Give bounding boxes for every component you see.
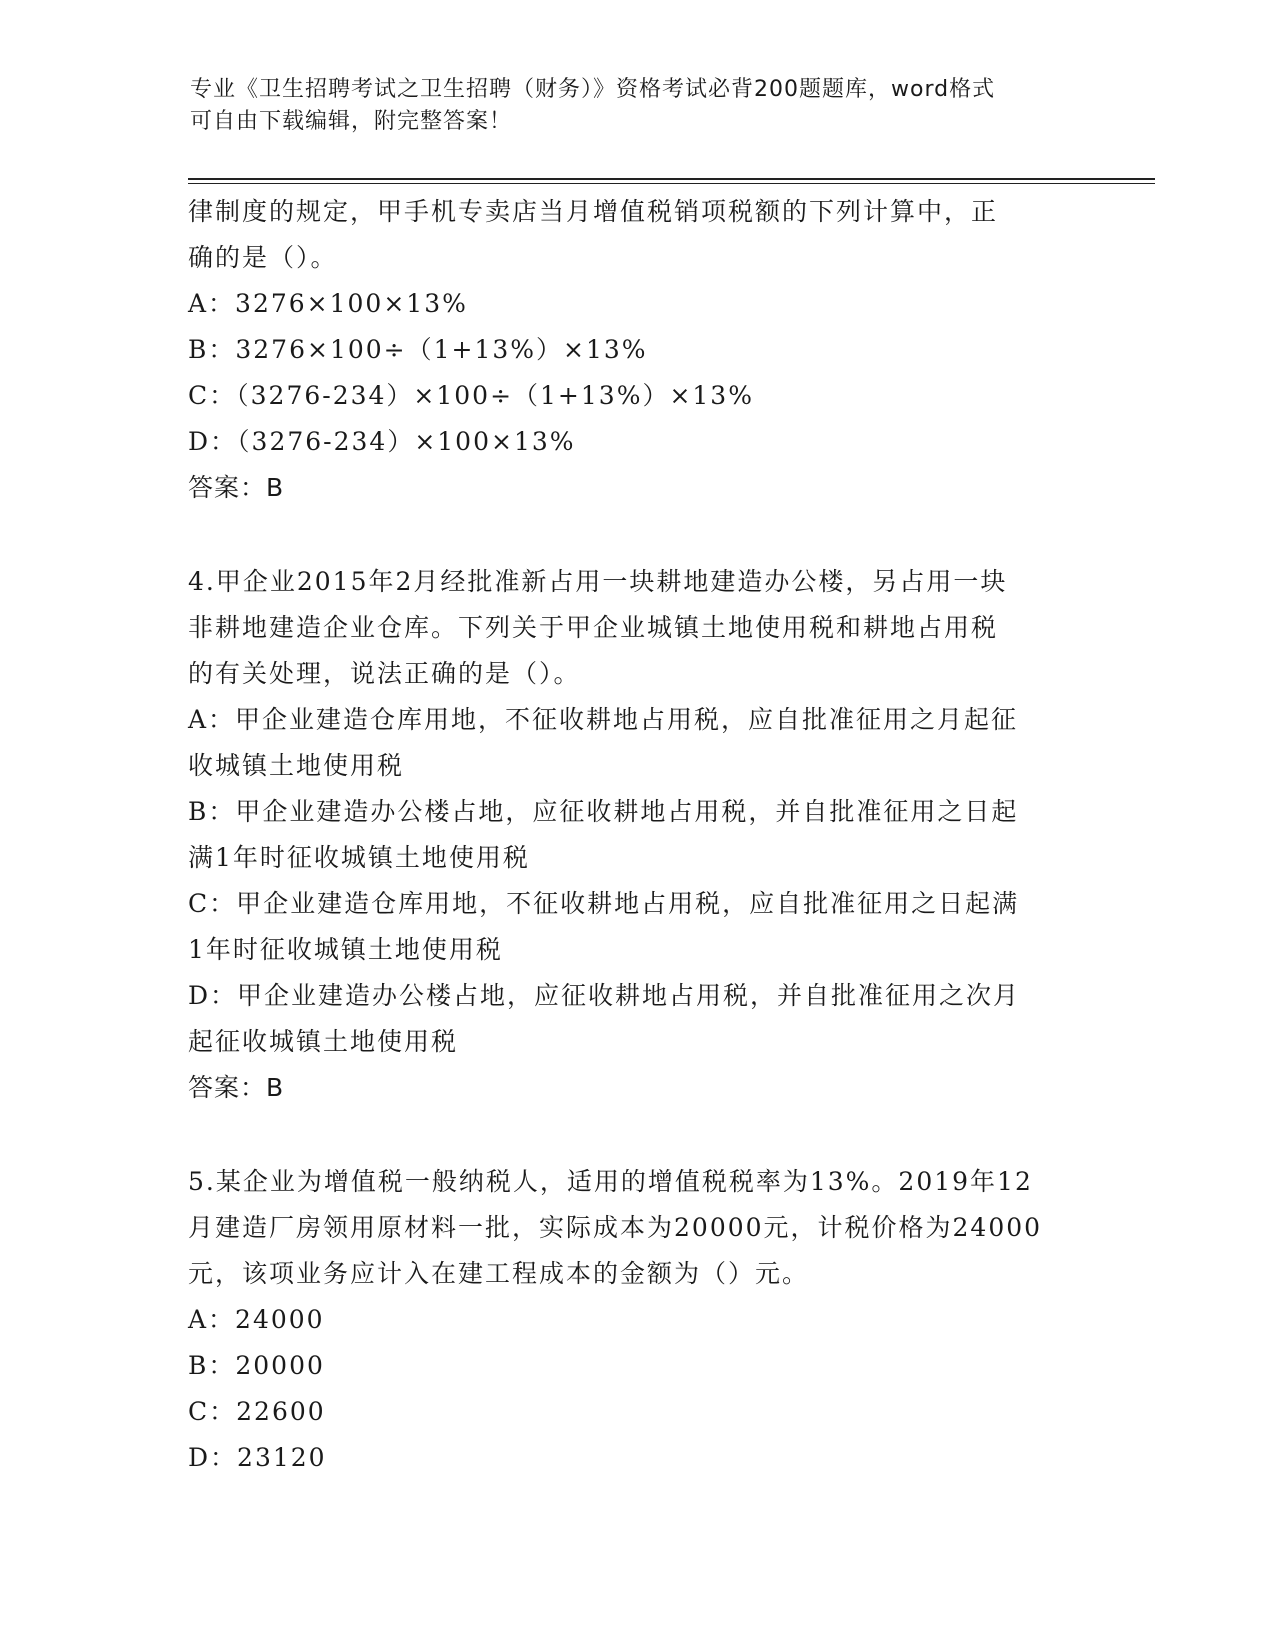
header-rule-thick — [188, 178, 1155, 180]
question-5 — [188, 1159, 1088, 1481]
option-c: C：甲企业建造仓库用地，不征收耕地占用税，应自批准征用之日起满 — [188, 889, 1020, 918]
question-stem-line: 确的是（）。 — [188, 243, 338, 272]
option-c: C：（3276-234）×100÷（1+13%）×13% — [188, 381, 754, 410]
spacer — [188, 1111, 1088, 1157]
document-body — [188, 189, 1088, 1481]
question-stem-line: 元，该项业务应计入在建工程成本的金额为（）元。 — [188, 1259, 810, 1288]
question-4 — [188, 559, 1088, 1111]
question-3 — [188, 189, 1088, 511]
header-rule-thin — [188, 183, 1155, 184]
option-a-continued: 收城镇土地使用税 — [188, 751, 405, 780]
answer-line: 答案：B — [188, 1073, 285, 1102]
option-d: D：甲企业建造办公楼占地，应征收耕地占用税，并自批准征用之次月 — [188, 981, 1021, 1010]
option-a: A：24000 — [188, 1305, 325, 1334]
document-header — [190, 74, 1070, 138]
option-c: C：22600 — [188, 1397, 326, 1426]
option-c-continued: 1年时征收城镇土地使用税 — [188, 935, 503, 964]
option-a: A：3276×100×13% — [188, 289, 468, 318]
header-line-2: 可自由下载编辑，附完整答案！ — [190, 109, 513, 134]
option-b: B：3276×100÷（1+13%）×13% — [188, 335, 648, 364]
option-a: A：甲企业建造仓库用地，不征收耕地占用税，应自批准征用之月起征 — [188, 705, 1019, 734]
header-line-1: 专业《卫生招聘考试之卫生招聘（财务）》资格考试必背200题题库，word格式 — [190, 77, 996, 102]
option-d-continued: 起征收城镇土地使用税 — [188, 1027, 459, 1056]
answer-line: 答案：B — [188, 473, 285, 502]
option-b-continued: 满1年时征收城镇土地使用税 — [188, 843, 530, 872]
question-stem-line: 非耕地建造企业仓库。下列关于甲企业城镇土地使用税和耕地占用税 — [188, 613, 999, 642]
option-b: B：甲企业建造办公楼占地，应征收耕地占用税，并自批准征用之日起 — [188, 797, 1019, 826]
question-stem-line: 律制度的规定，甲手机专卖店当月增值税销项税额的下列计算中，正 — [188, 197, 999, 226]
option-b: B：20000 — [188, 1351, 325, 1380]
question-stem-line: 4.甲企业2015年2月经批准新占用一块耕地建造办公楼，另占用一块 — [188, 567, 1008, 596]
question-stem-line: 月建造厂房领用原材料一批，实际成本为20000元，计税价格为24000 — [188, 1213, 1043, 1242]
question-stem-line: 的有关处理，说法正确的是（）。 — [188, 659, 581, 688]
spacer — [188, 511, 1088, 557]
option-d: D：（3276-234）×100×13% — [188, 427, 576, 456]
option-d: D：23120 — [188, 1443, 327, 1472]
question-stem-line: 5.某企业为增值税一般纳税人，适用的增值税税率为13%。2019年12 — [188, 1167, 1033, 1196]
